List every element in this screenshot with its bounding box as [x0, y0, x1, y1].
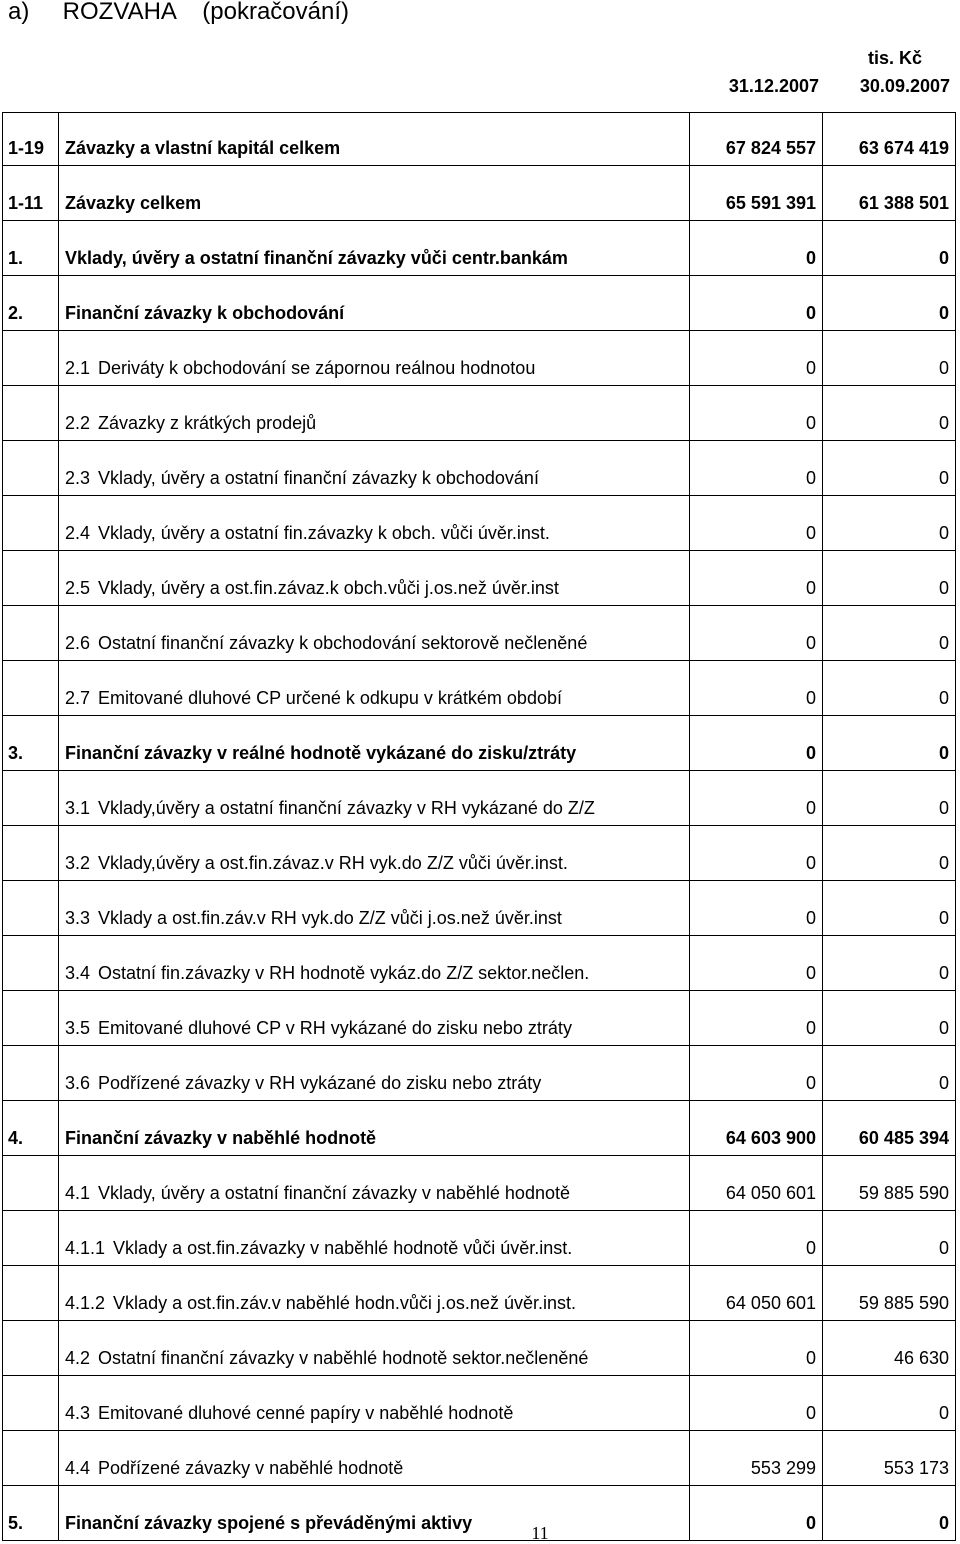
row-number: 4.1.2 — [65, 1293, 106, 1313]
row-number-cell — [3, 331, 59, 386]
row-value-col1: 0 — [690, 881, 823, 936]
row-label-cell — [59, 441, 690, 496]
row-label: Vklady, úvěry a ostatní finanční závazky k obchodování — [98, 468, 539, 488]
row-number-cell — [3, 1321, 59, 1376]
row-label: Finanční závazky k obchodování — [59, 276, 690, 331]
row-number: 2.6 — [65, 633, 91, 653]
row-label-cell — [59, 826, 690, 881]
row-number-cell — [3, 1211, 59, 1266]
row-number-cell — [3, 1046, 59, 1101]
row-value-col1: 0 — [690, 221, 823, 276]
row-value-col2: 63 674 419 — [823, 113, 956, 166]
table-row — [3, 1211, 956, 1266]
row-number: 3.6 — [65, 1073, 91, 1093]
table-row — [3, 826, 956, 881]
row-label-cell — [59, 331, 690, 386]
row-value-col2: 59 885 590 — [823, 1266, 956, 1321]
row-value-col1: 0 — [690, 606, 823, 661]
row-value-col2: 61 388 501 — [823, 166, 956, 221]
table-row — [3, 441, 956, 496]
row-label: Závazky a vlastní kapitál celkem — [59, 113, 690, 166]
row-label: Emitované dluhové cenné papíry v naběhlé hodnotě — [98, 1403, 514, 1423]
table-row — [3, 936, 956, 991]
row-label: Podřízené závazky v RH vykázané do zisku nebo ztráty — [98, 1073, 542, 1093]
row-number-cell — [3, 1376, 59, 1431]
unit-label: tis. Kč — [867, 48, 922, 68]
row-value-col1: 0 — [690, 1046, 823, 1101]
row-label-cell — [59, 1431, 690, 1486]
row-value-col2: 0 — [823, 221, 956, 276]
table-row — [3, 1321, 956, 1376]
row-label: Vklady a ost.fin.závazky v naběhlé hodnotě vůči úvěr.inst. — [113, 1238, 573, 1258]
row-number-cell — [3, 1431, 59, 1486]
row-value-col1: 0 — [690, 1211, 823, 1266]
row-value-col2: 0 — [823, 606, 956, 661]
table-row — [3, 1376, 956, 1431]
table-row — [3, 716, 956, 771]
row-value-col2: 0 — [823, 551, 956, 606]
table-row — [3, 386, 956, 441]
row-label: Závazky z krátkých prodejů — [98, 413, 317, 433]
row-value-col1: 0 — [690, 991, 823, 1046]
row-value-col1: 65 591 391 — [690, 166, 823, 221]
row-value-col2: 0 — [823, 276, 956, 331]
row-value-col1: 0 — [690, 496, 823, 551]
row-value-col2: 0 — [823, 826, 956, 881]
row-value-col1: 0 — [690, 826, 823, 881]
row-label-cell — [59, 1046, 690, 1101]
row-value-col1: 64 603 900 — [690, 1101, 823, 1156]
row-value-col1: 0 — [690, 1321, 823, 1376]
row-label-cell — [59, 1266, 690, 1321]
row-number-cell — [3, 826, 59, 881]
row-label-cell — [59, 606, 690, 661]
table-row — [3, 1266, 956, 1321]
table-row — [3, 1101, 956, 1156]
row-value-col2: 0 — [823, 496, 956, 551]
row-number: 4.1.1 — [65, 1238, 106, 1258]
row-value-col2: 0 — [823, 1376, 956, 1431]
row-label: Vklady a ost.fin.záv.v naběhlé hodn.vůči j.os.než úvěr.inst. — [113, 1293, 576, 1313]
row-number: 3.5 — [65, 1018, 91, 1038]
row-number: 4.3 — [65, 1403, 91, 1423]
row-number-cell — [3, 496, 59, 551]
row-value-col1: 64 050 601 — [690, 1156, 823, 1211]
table-row — [3, 771, 956, 826]
row-label-cell — [59, 771, 690, 826]
row-number: 2.1 — [65, 358, 91, 378]
table-row — [3, 166, 956, 221]
table-row — [3, 1156, 956, 1211]
row-number-cell — [3, 441, 59, 496]
row-number: 3.4 — [65, 963, 91, 983]
column-dates — [0, 76, 960, 100]
row-label: Finanční závazky v naběhlé hodnotě — [59, 1101, 690, 1156]
balance-table — [2, 112, 956, 1541]
row-number: 2.3 — [65, 468, 91, 488]
row-value-col1: 553 299 — [690, 1431, 823, 1486]
row-value-col2: 0 — [823, 1046, 956, 1101]
row-value-col2: 60 485 394 — [823, 1101, 956, 1156]
row-label: Závazky celkem — [59, 166, 690, 221]
row-value-col1: 67 824 557 — [690, 113, 823, 166]
row-label-cell — [59, 551, 690, 606]
row-label-cell — [59, 1376, 690, 1431]
row-value-col2: 553 173 — [823, 1431, 956, 1486]
row-label-cell — [59, 496, 690, 551]
row-label: Ostatní finanční závazky k obchodování sektorově nečleněné — [98, 633, 588, 653]
table-row — [3, 1431, 956, 1486]
page-number: 11 — [531, 1523, 549, 1543]
row-label: Vklady, úvěry a ostatní finanční závazky vůči centr.bankám — [59, 221, 690, 276]
row-value-col1: 0 — [690, 771, 823, 826]
row-label-cell — [59, 991, 690, 1046]
row-label: Vklady, úvěry a ost.fin.závaz.k obch.vůči j.os.než úvěr.inst — [98, 578, 559, 598]
row-number: 1-11 — [3, 166, 59, 221]
row-label: Deriváty k obchodování se zápornou reálnou hodnotou — [98, 358, 536, 378]
row-number: 2.7 — [65, 688, 91, 708]
row-value-col2: 0 — [823, 881, 956, 936]
row-label: Emitované dluhové CP určené k odkupu v krátkém období — [98, 688, 562, 708]
row-label: Ostatní fin.závazky v RH hodnotě vykáz.do Z/Z sektor.nečlen. — [98, 963, 590, 983]
table-row — [3, 331, 956, 386]
row-number: 2.5 — [65, 578, 91, 598]
row-number: 1. — [3, 221, 59, 276]
row-label: Vklady,úvěry a ost.fin.závaz.v RH vyk.do Z/Z vůči úvěr.inst. — [98, 853, 568, 873]
row-number-cell — [3, 991, 59, 1046]
row-number: 2.2 — [65, 413, 91, 433]
row-number-cell — [3, 936, 59, 991]
row-value-col2: 0 — [823, 386, 956, 441]
table-row — [3, 881, 956, 936]
row-value-col2: 0 — [823, 331, 956, 386]
row-label: Vklady, úvěry a ostatní finanční závazky v naběhlé hodnotě — [98, 1183, 570, 1203]
row-number-cell — [3, 771, 59, 826]
row-value-col1: 0 — [690, 1376, 823, 1431]
row-number: 3.3 — [65, 908, 91, 928]
row-number-cell — [3, 661, 59, 716]
row-number-cell — [3, 1156, 59, 1211]
column-date-1: 31.12.2007 — [728, 76, 819, 96]
table-row — [3, 496, 956, 551]
row-number: 4. — [3, 1101, 59, 1156]
table-row — [3, 606, 956, 661]
row-value-col2: 0 — [823, 716, 956, 771]
row-value-col1: 0 — [690, 716, 823, 771]
row-value-col1: 0 — [690, 441, 823, 496]
row-value-col1: 0 — [690, 661, 823, 716]
row-number: 1-19 — [3, 113, 59, 166]
row-label: Ostatní finanční závazky v naběhlé hodnotě sektor.nečleněné — [98, 1348, 589, 1368]
row-value-col1: 64 050 601 — [690, 1266, 823, 1321]
row-label-cell — [59, 1211, 690, 1266]
row-label-cell — [59, 661, 690, 716]
row-value-col1: 0 — [690, 551, 823, 606]
row-label: Vklady,úvěry a ostatní finanční závazky v RH vykázané do Z/Z — [98, 798, 595, 818]
row-number-cell — [3, 606, 59, 661]
row-value-col1: 0 — [690, 1486, 823, 1541]
column-date-2: 30.09.2007 — [859, 76, 950, 96]
table-row — [3, 551, 956, 606]
row-value-col1: 0 — [690, 276, 823, 331]
row-value-col1: 0 — [690, 386, 823, 441]
row-value-col2: 0 — [823, 1486, 956, 1541]
row-label: Finanční závazky spojené s převáděnými aktivy — [59, 1486, 690, 1541]
row-value-col2: 0 — [823, 441, 956, 496]
row-value-col2: 0 — [823, 991, 956, 1046]
row-label-cell — [59, 936, 690, 991]
row-number: 3. — [3, 716, 59, 771]
row-label-cell — [59, 386, 690, 441]
row-value-col1: 0 — [690, 331, 823, 386]
row-number: 4.4 — [65, 1458, 91, 1478]
table-row — [3, 661, 956, 716]
row-value-col1: 0 — [690, 936, 823, 991]
row-number: 3.1 — [65, 798, 91, 818]
table-row — [3, 276, 956, 331]
row-number-cell — [3, 1266, 59, 1321]
row-value-col2: 46 630 — [823, 1321, 956, 1376]
row-number-cell — [3, 386, 59, 441]
row-label-cell — [59, 1321, 690, 1376]
row-number-cell — [3, 881, 59, 936]
table-row — [3, 991, 956, 1046]
row-value-col2: 0 — [823, 1211, 956, 1266]
row-label: Emitované dluhové CP v RH vykázané do zisku nebo ztráty — [98, 1018, 572, 1038]
row-number: 4.1 — [65, 1183, 91, 1203]
row-value-col2: 0 — [823, 771, 956, 826]
page-heading: a) ROZVAHA (pokračování) — [8, 0, 349, 25]
row-label: Finanční závazky v reálné hodnotě vykázané do zisku/ztráty — [59, 716, 690, 771]
row-number: 5. — [3, 1486, 59, 1541]
row-number: 4.2 — [65, 1348, 91, 1368]
row-number: 3.2 — [65, 853, 91, 873]
row-label: Podřízené závazky v naběhlé hodnotě — [98, 1458, 404, 1478]
row-label: Vklady, úvěry a ostatní fin.závazky k obch. vůči úvěr.inst. — [98, 523, 550, 543]
row-number: 2. — [3, 276, 59, 331]
table-row — [3, 113, 956, 166]
row-value-col2: 0 — [823, 936, 956, 991]
row-number-cell — [3, 551, 59, 606]
table-row — [3, 1046, 956, 1101]
row-label-cell — [59, 881, 690, 936]
row-label-cell — [59, 1156, 690, 1211]
row-number: 2.4 — [65, 523, 91, 543]
row-label: Vklady a ost.fin.záv.v RH vyk.do Z/Z vůči j.os.než úvěr.inst — [98, 908, 562, 928]
table-row — [3, 221, 956, 276]
row-value-col2: 0 — [823, 661, 956, 716]
row-value-col2: 59 885 590 — [823, 1156, 956, 1211]
